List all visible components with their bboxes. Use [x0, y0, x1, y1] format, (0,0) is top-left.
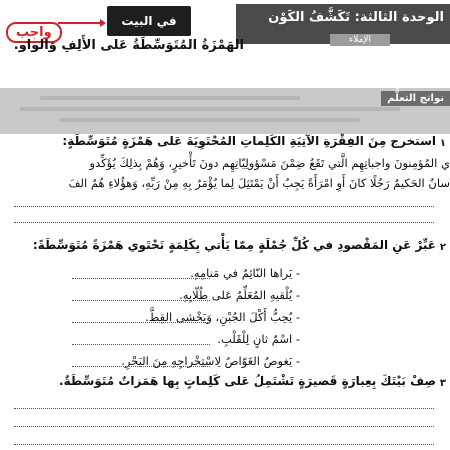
answer-line[interactable]: [14, 426, 434, 427]
unit-title: الوحدة الثالثة: تَكَشَّفُ الكَوْن: [268, 10, 444, 25]
learning-outcomes-band: [0, 88, 450, 134]
home-label-box: [107, 6, 191, 36]
answer-line[interactable]: [72, 322, 210, 323]
question-3-title: صِفْ بَيْتَكَ بِعِبارَةٍ قَصيرَةٍ تَشْتَمِلُ عَلى كَلِماتٍ بِها هَمَزاتٌ مُتَوَسِّطَةٌ.: [59, 374, 436, 388]
answer-line[interactable]: [72, 344, 210, 345]
question-2-number: ٢: [439, 242, 446, 253]
learning-outcomes-label: نواتج التعلُّم: [381, 91, 450, 106]
question-1-title: استخرج مِنَ الفِقْرَةِ الآتِيَةِ الكَلِماتِ المُحْتَوِيَةَ عَلى هَمْزَةٍ مُتَوَسِّطَةٍ:: [62, 134, 436, 148]
question-1-number: ١: [439, 138, 446, 149]
answer-line[interactable]: [14, 408, 434, 409]
question-2-item: - يَغوصُ الغَوّاصُ لِاسْتِخْراجِهِ مِنَ البَحْرِ.: [121, 354, 300, 368]
unit-subtitle: الإملاء: [330, 34, 390, 46]
faded-text-line: [40, 96, 300, 100]
question-3-number: ٣: [439, 378, 446, 389]
answer-line[interactable]: [14, 222, 434, 223]
answer-line[interactable]: [72, 278, 210, 279]
question-1-passage-line-1: ي المُؤمِنونَ واجباتِهِم الَّتي تَقَعُ ضِمْنَ مَسْؤولِيّاتِهِم دونَ تَأْخيرٍ، وَهُمْ بِذلِكَ يُؤَكِّدو: [89, 156, 450, 170]
answer-line[interactable]: [14, 206, 434, 207]
question-2-title: عَبِّرْ عَنِ المَقْصودِ في كُلِّ جُمْلَةٍ مِمّا يَأْتي بِكَلِمَةٍ تَحْتَوي هَمْزَةً مُتَوَسِّطَةً:: [32, 238, 436, 252]
question-2-item: - اسْمٌ ثانٍ لِلْقَلْبِ.: [217, 332, 300, 346]
answer-line[interactable]: [14, 444, 434, 445]
answer-line[interactable]: [72, 366, 210, 367]
home-label: في البيت: [121, 14, 177, 28]
question-2-item: - يَراها النّائِمُ في مَنامِهِ.: [190, 266, 300, 280]
faded-text-line: [20, 107, 400, 111]
lesson-title: الهَمْزَةُ المُتَوَسِّطَةُ عَلى الأَلِفِ وَالواو.: [13, 38, 244, 53]
answer-line[interactable]: [72, 300, 210, 301]
question-2-item: - يُلْقيهِ المُعَلِّمُ عَلى طُلّابِهِ.: [179, 288, 300, 302]
homework-tag: واجب: [6, 22, 62, 43]
arrow-right-icon: [58, 18, 106, 28]
question-2-item: - يُحِبُّ أَكْلَ الجُبْنِ، وَيَخْشى القِطَّ.: [145, 310, 300, 324]
faded-text-line: [60, 118, 360, 122]
question-1-passage-line-2: سانُ الحَكيمُ رَجُلًا كانَ أَوِ امْرَأَةً يَجِبُ أَنْ يَمْتَثِلَ لِما يُؤْمَرُ بِهِ مِنْ رَبِّهِ، وَهؤُلاءِ هُمُ الفَ: [68, 176, 450, 190]
